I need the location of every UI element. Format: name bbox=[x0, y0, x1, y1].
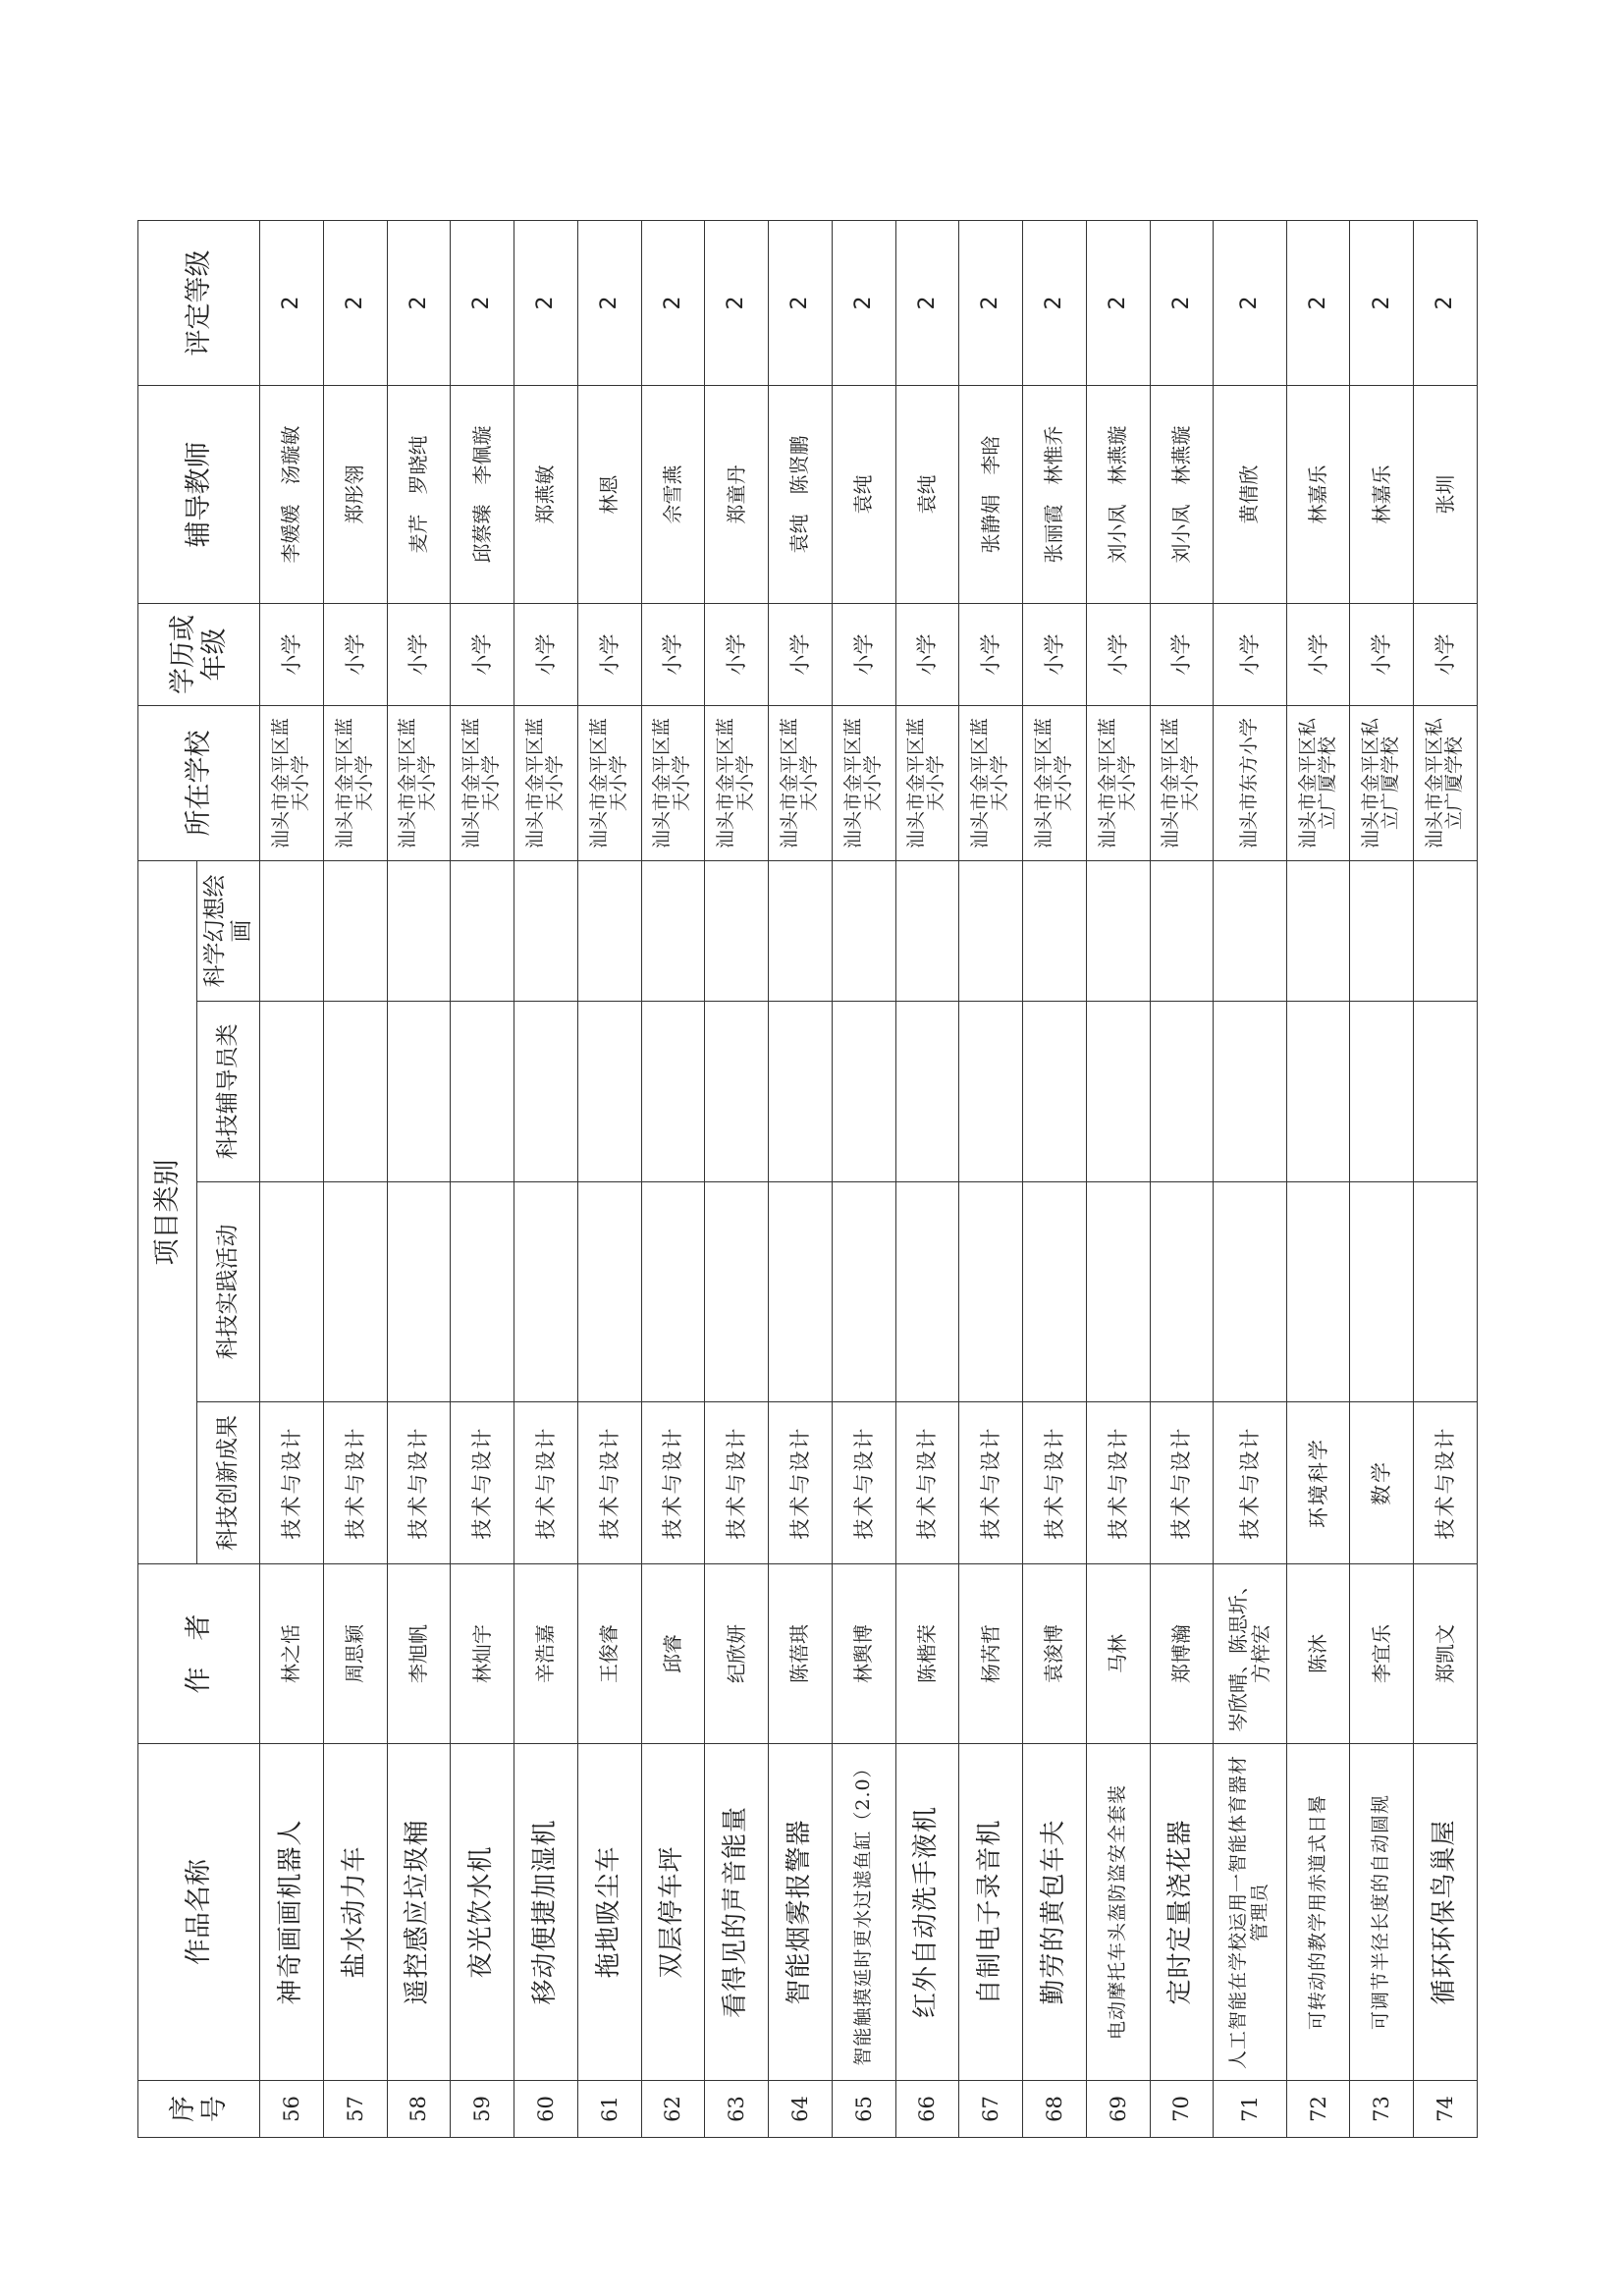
cell-title: 勤劳的黄包车夫 bbox=[1023, 1744, 1087, 2081]
cell-seq: 64 bbox=[769, 2081, 833, 2138]
cell-cat-practice bbox=[832, 1182, 895, 1402]
cell-title: 拖地吸尘车 bbox=[577, 1744, 641, 2081]
table-row bbox=[1286, 221, 1350, 2138]
cell-cat-practice bbox=[959, 1182, 1023, 1402]
cell-level: 小学 bbox=[1023, 604, 1087, 706]
cell-cat-counselor bbox=[1286, 1002, 1350, 1182]
cell-grade: 2 bbox=[832, 221, 895, 386]
cell-author: 林舆博 bbox=[832, 1564, 895, 1744]
cell-teacher: 郑彤翎 bbox=[323, 386, 387, 604]
cell-cat-innovation: 技术与设计 bbox=[959, 1402, 1023, 1564]
header-level: 学历或年级 bbox=[138, 604, 260, 706]
cell-cat-innovation: 数学 bbox=[1350, 1402, 1414, 1564]
table-row bbox=[705, 221, 769, 2138]
cell-grade: 2 bbox=[1286, 221, 1350, 386]
cell-teacher: 刘小凤 林燕璇 bbox=[1086, 386, 1150, 604]
cell-school: 汕头市金平区私立广厦学校 bbox=[1414, 706, 1478, 861]
cell-author: 陈沐 bbox=[1286, 1564, 1350, 1744]
table-row bbox=[323, 221, 387, 2138]
cell-cat-counselor bbox=[705, 1002, 769, 1182]
cell-cat-counselor bbox=[769, 1002, 833, 1182]
cell-level: 小学 bbox=[1414, 604, 1478, 706]
cell-teacher: 张丽霞 林惟乔 bbox=[1023, 386, 1087, 604]
table-row bbox=[1350, 221, 1414, 2138]
cell-school: 汕头市金平区蓝天小学 bbox=[641, 706, 705, 861]
cell-cat-practice bbox=[1214, 1182, 1286, 1402]
cell-cat-practice bbox=[1286, 1182, 1350, 1402]
cell-cat-counselor bbox=[832, 1002, 895, 1182]
header-cat-painting: 科学幻想绘画 bbox=[197, 861, 260, 1002]
cell-author: 岑欣晴、陈思圻、方梓宏 bbox=[1214, 1564, 1286, 1744]
cell-cat-counselor bbox=[641, 1002, 705, 1182]
cell-grade: 2 bbox=[514, 221, 578, 386]
cell-author: 周思颖 bbox=[323, 1564, 387, 1744]
cell-cat-counselor bbox=[260, 1002, 324, 1182]
header-cat-practice: 科技实践活动 bbox=[197, 1182, 260, 1402]
cell-seq: 65 bbox=[832, 2081, 895, 2138]
cell-cat-painting bbox=[577, 861, 641, 1002]
cell-grade: 2 bbox=[387, 221, 451, 386]
cell-level: 小学 bbox=[641, 604, 705, 706]
header-category: 项目类别 bbox=[138, 861, 197, 1564]
cell-author: 杨芮哲 bbox=[959, 1564, 1023, 1744]
cell-seq: 66 bbox=[895, 2081, 959, 2138]
cell-cat-practice bbox=[323, 1182, 387, 1402]
cell-teacher: 黄倩欣 bbox=[1214, 386, 1286, 604]
cell-cat-painting bbox=[769, 861, 833, 1002]
cell-teacher: 袁纯 bbox=[895, 386, 959, 604]
cell-cat-painting bbox=[1214, 861, 1286, 1002]
cell-seq: 62 bbox=[641, 2081, 705, 2138]
cell-cat-painting bbox=[323, 861, 387, 1002]
cell-title: 循环环保鸟巢屋 bbox=[1414, 1744, 1478, 2081]
cell-seq: 59 bbox=[451, 2081, 514, 2138]
table-row bbox=[387, 221, 451, 2138]
cell-level: 小学 bbox=[769, 604, 833, 706]
cell-level: 小学 bbox=[577, 604, 641, 706]
cell-title: 定时定量浇花器 bbox=[1150, 1744, 1214, 2081]
cell-cat-innovation: 技术与设计 bbox=[451, 1402, 514, 1564]
cell-teacher: 袁纯 bbox=[832, 386, 895, 604]
cell-cat-painting bbox=[1286, 861, 1350, 1002]
cell-grade: 2 bbox=[1414, 221, 1478, 386]
cell-grade: 2 bbox=[641, 221, 705, 386]
cell-author: 李宜乐 bbox=[1350, 1564, 1414, 1744]
cell-cat-counselor bbox=[387, 1002, 451, 1182]
table-row bbox=[895, 221, 959, 2138]
cell-school: 汕头市金平区蓝天小学 bbox=[769, 706, 833, 861]
cell-grade: 2 bbox=[959, 221, 1023, 386]
cell-cat-practice bbox=[260, 1182, 324, 1402]
cell-author: 辛浩嘉 bbox=[514, 1564, 578, 1744]
table-row bbox=[1086, 221, 1150, 2138]
cell-cat-practice bbox=[641, 1182, 705, 1402]
cell-author: 邱睿 bbox=[641, 1564, 705, 1744]
cell-cat-practice bbox=[577, 1182, 641, 1402]
header-cat-counselor: 科技辅导员类 bbox=[197, 1002, 260, 1182]
cell-cat-innovation: 技术与设计 bbox=[514, 1402, 578, 1564]
cell-cat-innovation: 技术与设计 bbox=[705, 1402, 769, 1564]
cell-level: 小学 bbox=[323, 604, 387, 706]
cell-teacher: 李媛媛 汤璇敏 bbox=[260, 386, 324, 604]
cell-title: 夜光饮水机 bbox=[451, 1744, 514, 2081]
table-row bbox=[1150, 221, 1214, 2138]
cell-school: 汕头市金平区私立广厦学校 bbox=[1350, 706, 1414, 861]
cell-cat-practice bbox=[705, 1182, 769, 1402]
cell-teacher: 林嘉乐 bbox=[1286, 386, 1350, 604]
cell-school: 汕头市金平区私立广厦学校 bbox=[1286, 706, 1350, 861]
table-row bbox=[769, 221, 833, 2138]
table-row bbox=[959, 221, 1023, 2138]
cell-cat-counselor bbox=[323, 1002, 387, 1182]
rotated-table-wrapper bbox=[137, 221, 1478, 2138]
cell-cat-painting bbox=[895, 861, 959, 1002]
cell-cat-innovation: 技术与设计 bbox=[1086, 1402, 1150, 1564]
cell-cat-innovation: 技术与设计 bbox=[387, 1402, 451, 1564]
cell-cat-innovation: 技术与设计 bbox=[769, 1402, 833, 1564]
cell-title: 红外自动洗手液机 bbox=[895, 1744, 959, 2081]
table-row bbox=[1214, 221, 1286, 2138]
cell-cat-practice bbox=[1150, 1182, 1214, 1402]
cell-cat-painting bbox=[832, 861, 895, 1002]
cell-school: 汕头市金平区蓝天小学 bbox=[387, 706, 451, 861]
cell-cat-innovation: 技术与设计 bbox=[1150, 1402, 1214, 1564]
cell-cat-innovation: 技术与设计 bbox=[1414, 1402, 1478, 1564]
cell-grade: 2 bbox=[769, 221, 833, 386]
scanned-page bbox=[137, 221, 1478, 2138]
table-row bbox=[451, 221, 514, 2138]
table-row bbox=[1414, 221, 1478, 2138]
cell-school: 汕头市金平区蓝天小学 bbox=[1086, 706, 1150, 861]
cell-seq: 73 bbox=[1350, 2081, 1414, 2138]
cell-cat-counselor bbox=[577, 1002, 641, 1182]
cell-grade: 2 bbox=[260, 221, 324, 386]
cell-cat-practice bbox=[387, 1182, 451, 1402]
cell-level: 小学 bbox=[1086, 604, 1150, 706]
cell-teacher: 林恩 bbox=[577, 386, 641, 604]
cell-cat-painting bbox=[1023, 861, 1087, 1002]
cell-cat-practice bbox=[1414, 1182, 1478, 1402]
cell-teacher: 佘雪燕 bbox=[641, 386, 705, 604]
cell-cat-counselor bbox=[1214, 1002, 1286, 1182]
cell-cat-painting bbox=[1414, 861, 1478, 1002]
cell-cat-counselor bbox=[1086, 1002, 1150, 1182]
cell-cat-painting bbox=[959, 861, 1023, 1002]
cell-cat-practice bbox=[1350, 1182, 1414, 1402]
cell-school: 汕头市金平区蓝天小学 bbox=[959, 706, 1023, 861]
cell-grade: 2 bbox=[451, 221, 514, 386]
table-row bbox=[260, 221, 324, 2138]
cell-cat-counselor bbox=[1023, 1002, 1087, 1182]
cell-school: 汕头市东方小学 bbox=[1214, 706, 1286, 861]
cell-cat-painting bbox=[1086, 861, 1150, 1002]
cell-level: 小学 bbox=[260, 604, 324, 706]
cell-teacher: 郑童丹 bbox=[705, 386, 769, 604]
cell-seq: 68 bbox=[1023, 2081, 1087, 2138]
cell-cat-innovation: 技术与设计 bbox=[1023, 1402, 1087, 1564]
cell-title: 神奇画画机器人 bbox=[260, 1744, 324, 2081]
cell-author: 郑博瀚 bbox=[1150, 1564, 1214, 1744]
cell-school: 汕头市金平区蓝天小学 bbox=[577, 706, 641, 861]
header-author: 作 者 bbox=[138, 1564, 260, 1744]
header-seq: 序号 bbox=[138, 2081, 260, 2138]
cell-cat-counselor bbox=[1414, 1002, 1478, 1182]
cell-school: 汕头市金平区蓝天小学 bbox=[514, 706, 578, 861]
cell-title: 盐水动力车 bbox=[323, 1744, 387, 2081]
cell-cat-painting bbox=[451, 861, 514, 1002]
cell-title: 自制电子录音机 bbox=[959, 1744, 1023, 2081]
cell-author: 纪欣妍 bbox=[705, 1564, 769, 1744]
cell-seq: 71 bbox=[1214, 2081, 1286, 2138]
cell-author: 郑凯文 bbox=[1414, 1564, 1478, 1744]
cell-level: 小学 bbox=[514, 604, 578, 706]
cell-school: 汕头市金平区蓝天小学 bbox=[895, 706, 959, 861]
cell-seq: 67 bbox=[959, 2081, 1023, 2138]
cell-cat-practice bbox=[895, 1182, 959, 1402]
table-header bbox=[138, 221, 260, 2138]
cell-level: 小学 bbox=[1286, 604, 1350, 706]
cell-grade: 2 bbox=[1150, 221, 1214, 386]
cell-grade: 2 bbox=[895, 221, 959, 386]
cell-level: 小学 bbox=[895, 604, 959, 706]
cell-grade: 2 bbox=[1023, 221, 1087, 386]
cell-seq: 58 bbox=[387, 2081, 451, 2138]
table-body bbox=[260, 221, 1478, 2138]
cell-teacher: 林嘉乐 bbox=[1350, 386, 1414, 604]
cell-cat-counselor bbox=[1350, 1002, 1414, 1182]
cell-seq: 70 bbox=[1150, 2081, 1214, 2138]
cell-level: 小学 bbox=[1350, 604, 1414, 706]
cell-author: 陈楷荣 bbox=[895, 1564, 959, 1744]
cell-cat-counselor bbox=[1150, 1002, 1214, 1182]
cell-school: 汕头市金平区蓝天小学 bbox=[1150, 706, 1214, 861]
cell-cat-innovation: 技术与设计 bbox=[260, 1402, 324, 1564]
cell-school: 汕头市金平区蓝天小学 bbox=[705, 706, 769, 861]
cell-title: 看得见的声音能量 bbox=[705, 1744, 769, 2081]
cell-level: 小学 bbox=[387, 604, 451, 706]
cell-author: 陈蓓琪 bbox=[769, 1564, 833, 1744]
cell-school: 汕头市金平区蓝天小学 bbox=[323, 706, 387, 861]
cell-cat-counselor bbox=[895, 1002, 959, 1182]
cell-cat-innovation: 技术与设计 bbox=[323, 1402, 387, 1564]
header-school: 所在学校 bbox=[138, 706, 260, 861]
cell-school: 汕头市金平区蓝天小学 bbox=[1023, 706, 1087, 861]
header-grade: 评定等级 bbox=[138, 221, 260, 386]
cell-teacher: 袁纯 陈贤鹏 bbox=[769, 386, 833, 604]
cell-seq: 69 bbox=[1086, 2081, 1150, 2138]
cell-cat-painting bbox=[260, 861, 324, 1002]
cell-title: 智能触摸延时更水过滤鱼缸（2.0） bbox=[832, 1744, 895, 2081]
table-row bbox=[832, 221, 895, 2138]
cell-seq: 56 bbox=[260, 2081, 324, 2138]
award-table bbox=[137, 220, 1478, 2138]
cell-cat-painting bbox=[1350, 861, 1414, 1002]
cell-level: 小学 bbox=[1150, 604, 1214, 706]
cell-level: 小学 bbox=[451, 604, 514, 706]
cell-cat-painting bbox=[387, 861, 451, 1002]
cell-level: 小学 bbox=[832, 604, 895, 706]
cell-title: 人工智能在学校运用一智能体育器材管理员 bbox=[1214, 1744, 1286, 2081]
cell-author: 王俊睿 bbox=[577, 1564, 641, 1744]
cell-title: 移动便捷加湿机 bbox=[514, 1744, 578, 2081]
cell-cat-practice bbox=[769, 1182, 833, 1402]
cell-school: 汕头市金平区蓝天小学 bbox=[451, 706, 514, 861]
cell-grade: 2 bbox=[705, 221, 769, 386]
cell-school: 汕头市金平区蓝天小学 bbox=[832, 706, 895, 861]
cell-title: 智能烟雾报警器 bbox=[769, 1744, 833, 2081]
cell-seq: 72 bbox=[1286, 2081, 1350, 2138]
cell-author: 马林 bbox=[1086, 1564, 1150, 1744]
cell-seq: 63 bbox=[705, 2081, 769, 2138]
cell-cat-innovation: 技术与设计 bbox=[641, 1402, 705, 1564]
cell-grade: 2 bbox=[1350, 221, 1414, 386]
table-row bbox=[641, 221, 705, 2138]
cell-cat-practice bbox=[1023, 1182, 1087, 1402]
cell-author: 林灿宇 bbox=[451, 1564, 514, 1744]
cell-author: 李旭帆 bbox=[387, 1564, 451, 1744]
cell-seq: 60 bbox=[514, 2081, 578, 2138]
cell-teacher: 张静娟 李晗 bbox=[959, 386, 1023, 604]
cell-cat-practice bbox=[451, 1182, 514, 1402]
cell-seq: 74 bbox=[1414, 2081, 1478, 2138]
cell-cat-innovation: 技术与设计 bbox=[1214, 1402, 1286, 1564]
cell-cat-painting bbox=[705, 861, 769, 1002]
cell-teacher: 张圳 bbox=[1414, 386, 1478, 604]
header-title: 作品名称 bbox=[138, 1744, 260, 2081]
cell-cat-counselor bbox=[959, 1002, 1023, 1182]
cell-teacher: 邱蔡臻 李佩璇 bbox=[451, 386, 514, 604]
table-row bbox=[514, 221, 578, 2138]
cell-cat-practice bbox=[514, 1182, 578, 1402]
cell-cat-innovation: 技术与设计 bbox=[577, 1402, 641, 1564]
cell-teacher: 麦芹 罗晓纯 bbox=[387, 386, 451, 604]
cell-cat-counselor bbox=[451, 1002, 514, 1182]
cell-cat-innovation: 技术与设计 bbox=[832, 1402, 895, 1564]
cell-cat-painting bbox=[641, 861, 705, 1002]
cell-title: 电动摩托车头盔防盗安全套装 bbox=[1086, 1744, 1150, 2081]
cell-seq: 57 bbox=[323, 2081, 387, 2138]
cell-title: 可转动的教学用赤道式日晷 bbox=[1286, 1744, 1350, 2081]
cell-grade: 2 bbox=[1214, 221, 1286, 386]
header-teacher: 辅导教师 bbox=[138, 386, 260, 604]
cell-cat-counselor bbox=[514, 1002, 578, 1182]
cell-grade: 2 bbox=[577, 221, 641, 386]
cell-cat-innovation: 技术与设计 bbox=[895, 1402, 959, 1564]
cell-title: 双层停车坪 bbox=[641, 1744, 705, 2081]
cell-author: 袁浚博 bbox=[1023, 1564, 1087, 1744]
cell-cat-painting bbox=[514, 861, 578, 1002]
table-row bbox=[577, 221, 641, 2138]
cell-title: 可调节半径长度的自动圆规 bbox=[1350, 1744, 1414, 2081]
cell-level: 小学 bbox=[705, 604, 769, 706]
cell-teacher: 刘小凤 林燕璇 bbox=[1150, 386, 1214, 604]
header-cat-innovation: 科技创新成果 bbox=[197, 1402, 260, 1564]
cell-title: 遥控感应垃圾桶 bbox=[387, 1744, 451, 2081]
cell-grade: 2 bbox=[1086, 221, 1150, 386]
cell-school: 汕头市金平区蓝天小学 bbox=[260, 706, 324, 861]
cell-teacher: 郑燕敏 bbox=[514, 386, 578, 604]
cell-cat-painting bbox=[1150, 861, 1214, 1002]
cell-cat-innovation: 环境科学 bbox=[1286, 1402, 1350, 1564]
cell-seq: 61 bbox=[577, 2081, 641, 2138]
table-row bbox=[1023, 221, 1087, 2138]
cell-cat-practice bbox=[1086, 1182, 1150, 1402]
cell-author: 林之恬 bbox=[260, 1564, 324, 1744]
cell-level: 小学 bbox=[959, 604, 1023, 706]
cell-grade: 2 bbox=[323, 221, 387, 386]
cell-level: 小学 bbox=[1214, 604, 1286, 706]
